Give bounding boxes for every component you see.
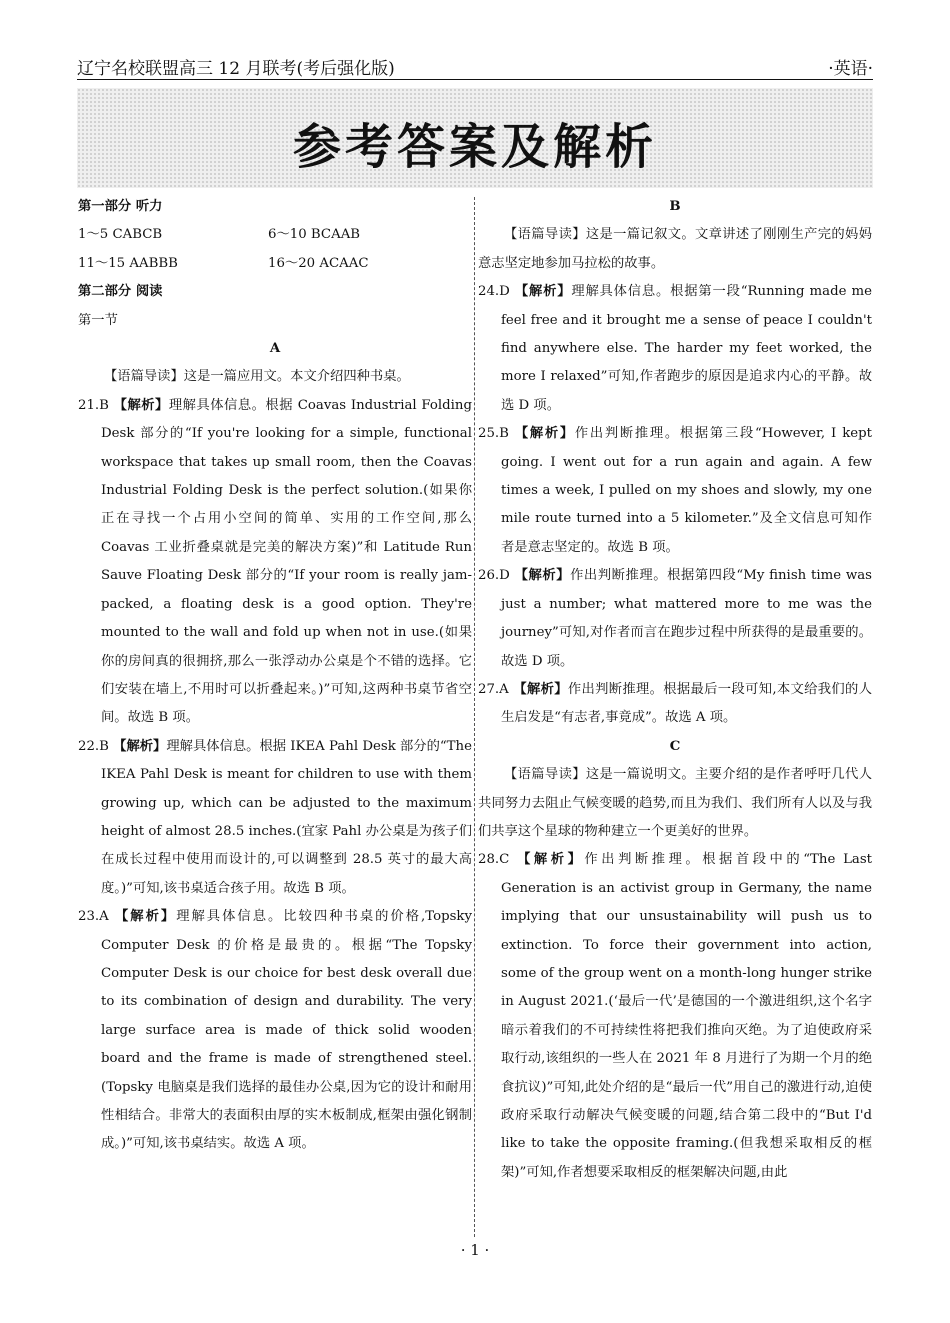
answer-item-23 (78, 903, 472, 1159)
item-text: 作出判断推理。根据首段中的“The Last Generation is an activist group in Germany, the name implying that our unsustainability will push us to extinction. To force their government into action, some of the group went on a month-long hunger strike in August 2021.(‘最后一代’是德国的一个激进组织,这个名字暗示着我们的不可持续性将把我们推向灭绝。为了迫使政府采取行动,该组织的一些人在 2021 年 8 月进行了为期一个月的绝食抗议)”可知,此处介绍的是“最后一代”用自己的激进行动,迫使政府采取行动解决气候变暖的问题,结合第二段中的“But I'd like to take the opposite framing.(但我想采取相反的框架)”可知,作者想要采取相反的框架解决问题,由此 (501, 852, 872, 1180)
exam-title: 辽宁名校联盟高三 12 月联考(考后强化版) (77, 59, 395, 79)
passage-intro: 【语篇导读】这是一篇记叙文。文章讲述了刚刚生产完的妈妈意志坚定地参加马拉松的故事。 (478, 227, 872, 271)
passage-intro: 【语篇导读】这是一篇应用文。本文介绍四种书桌。 (104, 369, 410, 385)
analysis-tag: 【解析】 (514, 284, 572, 300)
answer-item-28 (478, 846, 872, 1187)
item-number: 22.B (78, 738, 109, 754)
left-column (78, 193, 472, 1159)
item-text: 理解具体信息。根据 IKEA Pahl Desk 部分的“The IKEA Pahl Desk is meant for children to use with them growing up, which can be adjusted to the maximum height of almost 28.5 inches.(宜家 Pahl 办公桌是为孩子们在成长过程中使用而设计的,可以调整到 28.5 英寸的最大高度。)”可知,该书桌适合孩子用。故选 B 项。 (101, 738, 472, 896)
passage-letter: A (269, 341, 281, 357)
right-column (478, 193, 872, 1187)
analysis-tag: 【解析】 (113, 397, 169, 413)
item-text: 理解具体信息。根据第一段“Running made me feel free and it brought me a sense of peace I couldn't find anywhere else. The harder my feet worked, the more I relaxed”可知,作者跑步的原因是追求内心的平静。故选 D 项。 (501, 284, 872, 413)
item-number: 21.B (78, 397, 109, 413)
item-text: 理解具体信息。根据 Coavas Industrial Folding Desk 部分的“If you're looking for a simple, functional workspace that takes up small room, then the Coavas Industrial Folding Desk is the perfect solution.(如果你正在寻找一个占用小空间的简单、实用的工作空间,那么 Coavas 工业折叠桌就是完美的解决方案)”和 Latitude Run Sauve Floating Desk 部分的“If your room is really jam-packed, a floating desk is a good option. They're mounted to the wall and fold up when not in use.(如果你的房间真的很拥挤,那么一张浮动办公桌是个不错的选择。它们安装在墙上,不用时可以折叠起来。)”可知,这两种书桌节省空间。故选 B 项。 (101, 397, 472, 726)
passage-letter: B (669, 199, 681, 214)
answer-row (78, 250, 472, 278)
section-label: 第一节 (78, 312, 118, 328)
title-banner (77, 88, 873, 188)
analysis-tag: 【解析】 (513, 681, 568, 697)
analysis-tag: 【解析】 (517, 852, 585, 868)
item-text: 作出判断推理。根据第三段“However, I kept going. I went out for a run again and again. A few times a week, I pulled on my shoes and slowly, my one mile route turned into a 5 kilometer.”及全文信息可知作者是意志坚定的。故选 B 项。 (501, 426, 873, 555)
answer-group: 6～10 BCAAB (268, 227, 361, 243)
item-text: 作出判断推理。根据第四段“My finish time was just a number; what mattered more to me was the journey”可知,对作者而言在跑步过程中所获得的是最重要的。故选 D 项。 (501, 568, 872, 669)
page-number: · 1 · (460, 1241, 490, 1259)
answer-group: 16～20 ACAAC (268, 255, 369, 271)
subject-label: ·英语· (828, 59, 873, 79)
answer-item-22 (78, 733, 472, 903)
analysis-tag: 【解析】 (514, 426, 575, 442)
item-number: 24.D (478, 284, 510, 300)
answer-item-24 (478, 278, 872, 420)
answer-item-26 (478, 562, 872, 676)
answer-item-21 (78, 392, 472, 733)
item-text: 理解具体信息。比较四种书桌的价格,Topsky Computer Desk 的价格是最贵的。根据“The Topsky Computer Desk is our choice for best desk overall due to its combination of design and durability. The very large surface area is made of thick solid wooden board and the frame is made of strengthened steel.(Topsky 电脑桌是我们选择的最佳办公桌,因为它的设计和耐用性相结合。非常大的表面积由厚的实木板制成,框架由强化钢制成。)”可知,该书桌结实。故选 A 项。 (101, 909, 472, 1152)
item-number: 27.A (478, 681, 509, 697)
passage-intro: 【语篇导读】这是一篇说明文。主要介绍的是作者呼吁几代人共同努力去阻止气候变暖的趋势,而且为我们、我们所有人以及与我们共享这个星球的物种建立一个更美好的世界。 (478, 767, 872, 839)
part2-title: 第二部分 阅读 (78, 284, 163, 300)
analysis-tag: 【解析】 (514, 568, 571, 584)
item-text: 作出判断推理。根据最后一段可知,本文给我们的人生启发是“有志者,事竟成”。故选 A 项。 (501, 681, 872, 726)
answer-item-25 (478, 420, 872, 562)
answer-group: 11～15 AABBB (78, 255, 178, 271)
answer-row (78, 221, 472, 249)
item-number: 26.D (478, 568, 510, 584)
item-number: 25.B (478, 426, 509, 442)
column-divider (474, 197, 475, 1237)
answer-item-27 (478, 676, 872, 733)
passage-letter: C (669, 738, 681, 754)
item-number: 28.C (478, 852, 510, 868)
analysis-tag: 【解析】 (114, 909, 177, 925)
banner-title: 参考答案及解析 (292, 119, 657, 175)
page-header (77, 50, 873, 80)
analysis-tag: 【解析】 (113, 738, 167, 754)
part1-title: 第一部分 听力 (78, 199, 163, 214)
item-number: 23.A (78, 909, 109, 925)
answer-group: 1～5 CABCB (78, 227, 163, 243)
